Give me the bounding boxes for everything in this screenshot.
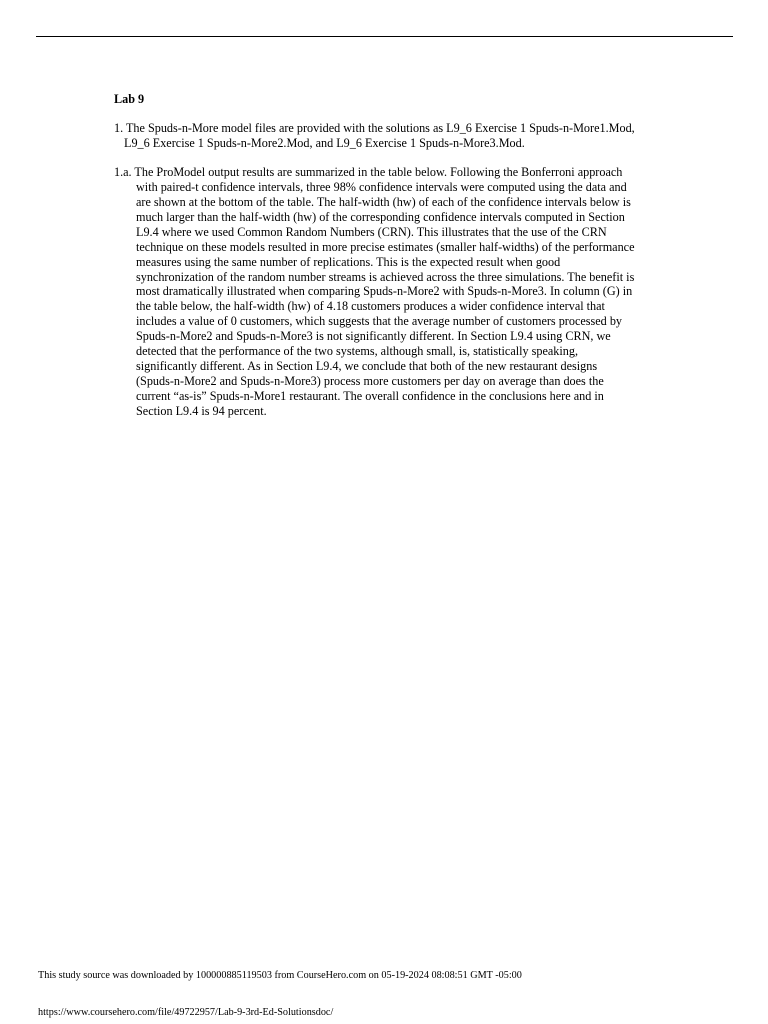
paragraph-2-line: synchronization of the random number streams is achieved across the three simulations. The benefit is: [136, 269, 635, 284]
top-rule: [36, 36, 733, 37]
paragraph-2: [114, 165, 659, 418]
paragraph-1: [114, 121, 659, 151]
source-url-link[interactable]: https://www.coursehero.com/file/49722957/Lab-9-3rd-Ed-Solutionsdoc/: [38, 1007, 334, 1018]
paragraph-1-line: 1. The Spuds-n-More model files are provided with the solutions as L9_6 Exercise 1 Spuds-n-More1.Mod,: [114, 121, 635, 135]
paragraph-2-line: the table below, the half-width (hw) of 4.18 customers produces a wider confidence interval that: [136, 299, 605, 314]
lab-heading: Lab 9: [114, 92, 145, 106]
document-body: [114, 92, 659, 433]
paragraph-2-line: detected that the performance of the two systems, although small, is, statistically speaking,: [136, 343, 579, 358]
paragraph-1-line: L9_6 Exercise 1 Spuds-n-More2.Mod, and L9_6 Exercise 1 Spuds-n-More3.Mod.: [124, 135, 525, 150]
paragraph-2-line: current “as-is” Spuds-n-More1 restaurant. The overall confidence in the conclusions here and in: [136, 388, 604, 403]
paragraph-2-line: are shown at the bottom of the table. The half-width (hw) of each of the confidence intervals below is: [136, 195, 631, 210]
paragraph-2-line: significantly different. As in Section L9.4, we conclude that both of the new restaurant designs: [136, 358, 598, 373]
paragraph-2-line: most dramatically illustrated when comparing Spuds-n-More2 with Spuds-n-More3. In column (G) in: [136, 284, 633, 299]
paragraph-2-line: much larger than the half-width (hw) of the corresponding confidence intervals computed in Section: [136, 209, 625, 224]
download-notice: This study source was downloaded by 100000885119503 from CourseHero.com on 05-19-2024 08:08:51 GMT -05:00: [38, 970, 522, 981]
paragraph-2-line: includes a value of 0 customers, which suggests that the average number of customers processed by: [136, 314, 623, 329]
paragraph-2-line: with paired-t confidence intervals, three 98% confidence intervals were computed using the data and: [136, 180, 627, 195]
paragraph-2-line: (Spuds-n-More2 and Spuds-n-More3) process more customers per day on average than does the: [136, 373, 604, 388]
paragraph-2-line: L9.4 where we used Common Random Numbers (CRN). This illustrates that the use of the CRN: [136, 224, 607, 239]
paragraph-2-line: measures using the same number of replications. This is the expected result when good: [136, 254, 561, 269]
paragraph-2-line: Section L9.4 is 94 percent.: [136, 403, 267, 418]
paragraph-2-line: technique on these models resulted in more precise estimates (smaller half-widths) of the performance: [136, 239, 635, 254]
paragraph-2-line: 1.a. The ProModel output results are summarized in the table below. Following the Bonferroni approach: [114, 165, 623, 180]
paragraph-2-line: Spuds-n-More2 and Spuds-n-More3 is not significantly different. In Section L9.4 using CRN, we: [136, 329, 611, 344]
